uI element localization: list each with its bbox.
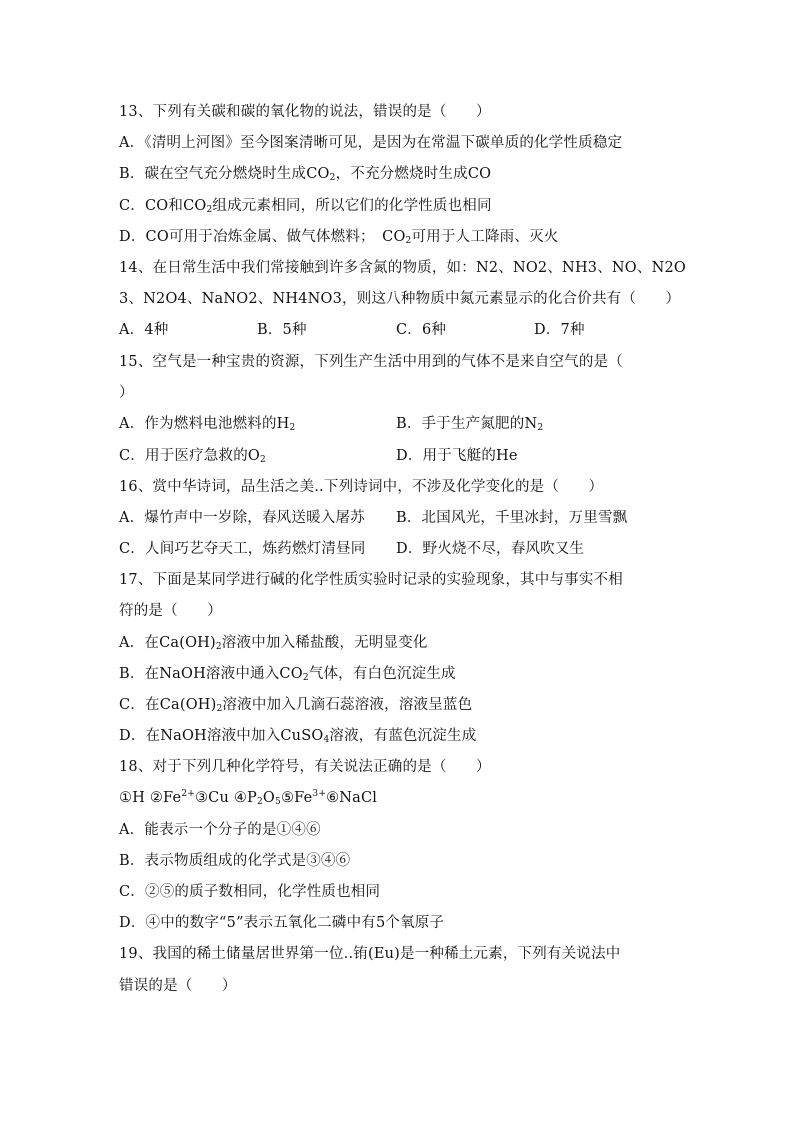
q17-stem-line1: 17、下面是某同学进行碱的化学性质实验时记录的实验现象，其中与事实不相	[119, 572, 623, 588]
q17-option-a: A．在$Ca(OH)_2$溶液中加入稀盐酸，无明显变化	[119, 635, 428, 652]
q17-option-c: C．在$Ca(OH)_2$溶液中加入几滴石蕊溶液，溶液呈蓝色	[119, 697, 473, 714]
q15-option-d: D．用于飞艇的He	[396, 448, 518, 464]
q18-symbols: ①H $②Fe^{2+}③Cu$ $④P_2O_5⑤Fe^{3+}⑥NaCl$	[119, 789, 378, 807]
q13-option-b: B．碳在空气充分燃烧时生成$CO_2$，不充分燃烧时生成CO	[119, 166, 492, 183]
q14-option-d: D．7种	[534, 322, 585, 338]
q16-option-b: B．北国风光，千里冰封，万里雪飘	[396, 510, 628, 526]
q15-option-c: C．用于医疗急救的$O_2$	[119, 448, 266, 465]
q16-option-d: D．野火烧不尽，春风吹又生	[396, 541, 585, 557]
q16-stem: 16、赏中华诗词，品生活之美..下列诗词中，不涉及化学变化的是（ ）	[119, 479, 604, 495]
q16-option-a: A．爆竹声中一岁除，春风送暖入屠苏	[119, 510, 365, 526]
q14-option-c: C．6种	[396, 322, 447, 338]
q18-option-d: D．④中的数字“5”表示五氧化二磷中有5个氧原子	[119, 915, 445, 931]
q15-option-b: B．手于生产氮肥的$N_2$	[396, 416, 544, 433]
q13-stem: 13、下列有关碳和碳的氧化物的说法，错误的是（ ）	[119, 104, 491, 120]
q18-option-a: A．能表示一个分子的是①④⑥	[119, 822, 321, 838]
q13-option-d: D．CO可用于冶炼金属、做气体燃料； $CO_2$可用于人工降雨、灭火	[119, 229, 559, 246]
q15-stem-line2: ）	[119, 385, 134, 401]
q18-option-c: C．②⑤的质子数相同，化学性质也相同	[119, 884, 381, 900]
q19-stem-line1: 19、我国的稀土储量居世界第一位..铕(Eu)是一种稀土元素，下列有关说法中	[119, 946, 621, 962]
q13-option-c: C．CO和$CO_2$组成元素相同，所以它们的化学性质也相同	[119, 198, 492, 215]
q17-stem-line2: 符的是（ ）	[119, 603, 222, 619]
q18-option-b: B．表示物质组成的化学式是③④⑥	[119, 853, 351, 869]
q14-stem-line2: 3、N2O4、NaNO2、NH4NO3，则这八种物质中氮元素显示的化合价共有（ ）	[119, 291, 681, 307]
q19-stem-line2: 错误的是（ ）	[119, 978, 237, 994]
q17-option-d: D．在NaOH溶液中加入CuSO$_4$溶液，有蓝色沉淀生成	[119, 728, 477, 745]
q15-stem-line1: 15、空气是一种宝贵的资源，下列生产生活中用到的气体不是来自空气的是（	[119, 354, 623, 370]
q18-stem: 18、对于下列几种化学符号，有关说法正确的是（ ）	[119, 759, 491, 775]
q15-option-a: A．作为燃料电池燃料的$H_2$	[119, 416, 296, 433]
q13-option-a: A．《清明上河图》至今图案清晰可见，是因为在常温下碳单质的化学性质稳定	[119, 135, 623, 151]
q17-option-b: B．在NaOH溶液中通入$CO_2$气体，有白色沉淀生成	[119, 666, 456, 683]
q14-option-a: A．4种	[119, 322, 169, 338]
q16-option-c: C．人间巧艺夺天工，炼药燃灯清昼同	[119, 541, 366, 557]
q14-stem-line1: 14、在日常生活中我们常接触到许多含氮的物质，如：N2、NO2、NH3、NO、N2O	[119, 260, 686, 276]
q14-option-b: B．5种	[257, 322, 307, 338]
